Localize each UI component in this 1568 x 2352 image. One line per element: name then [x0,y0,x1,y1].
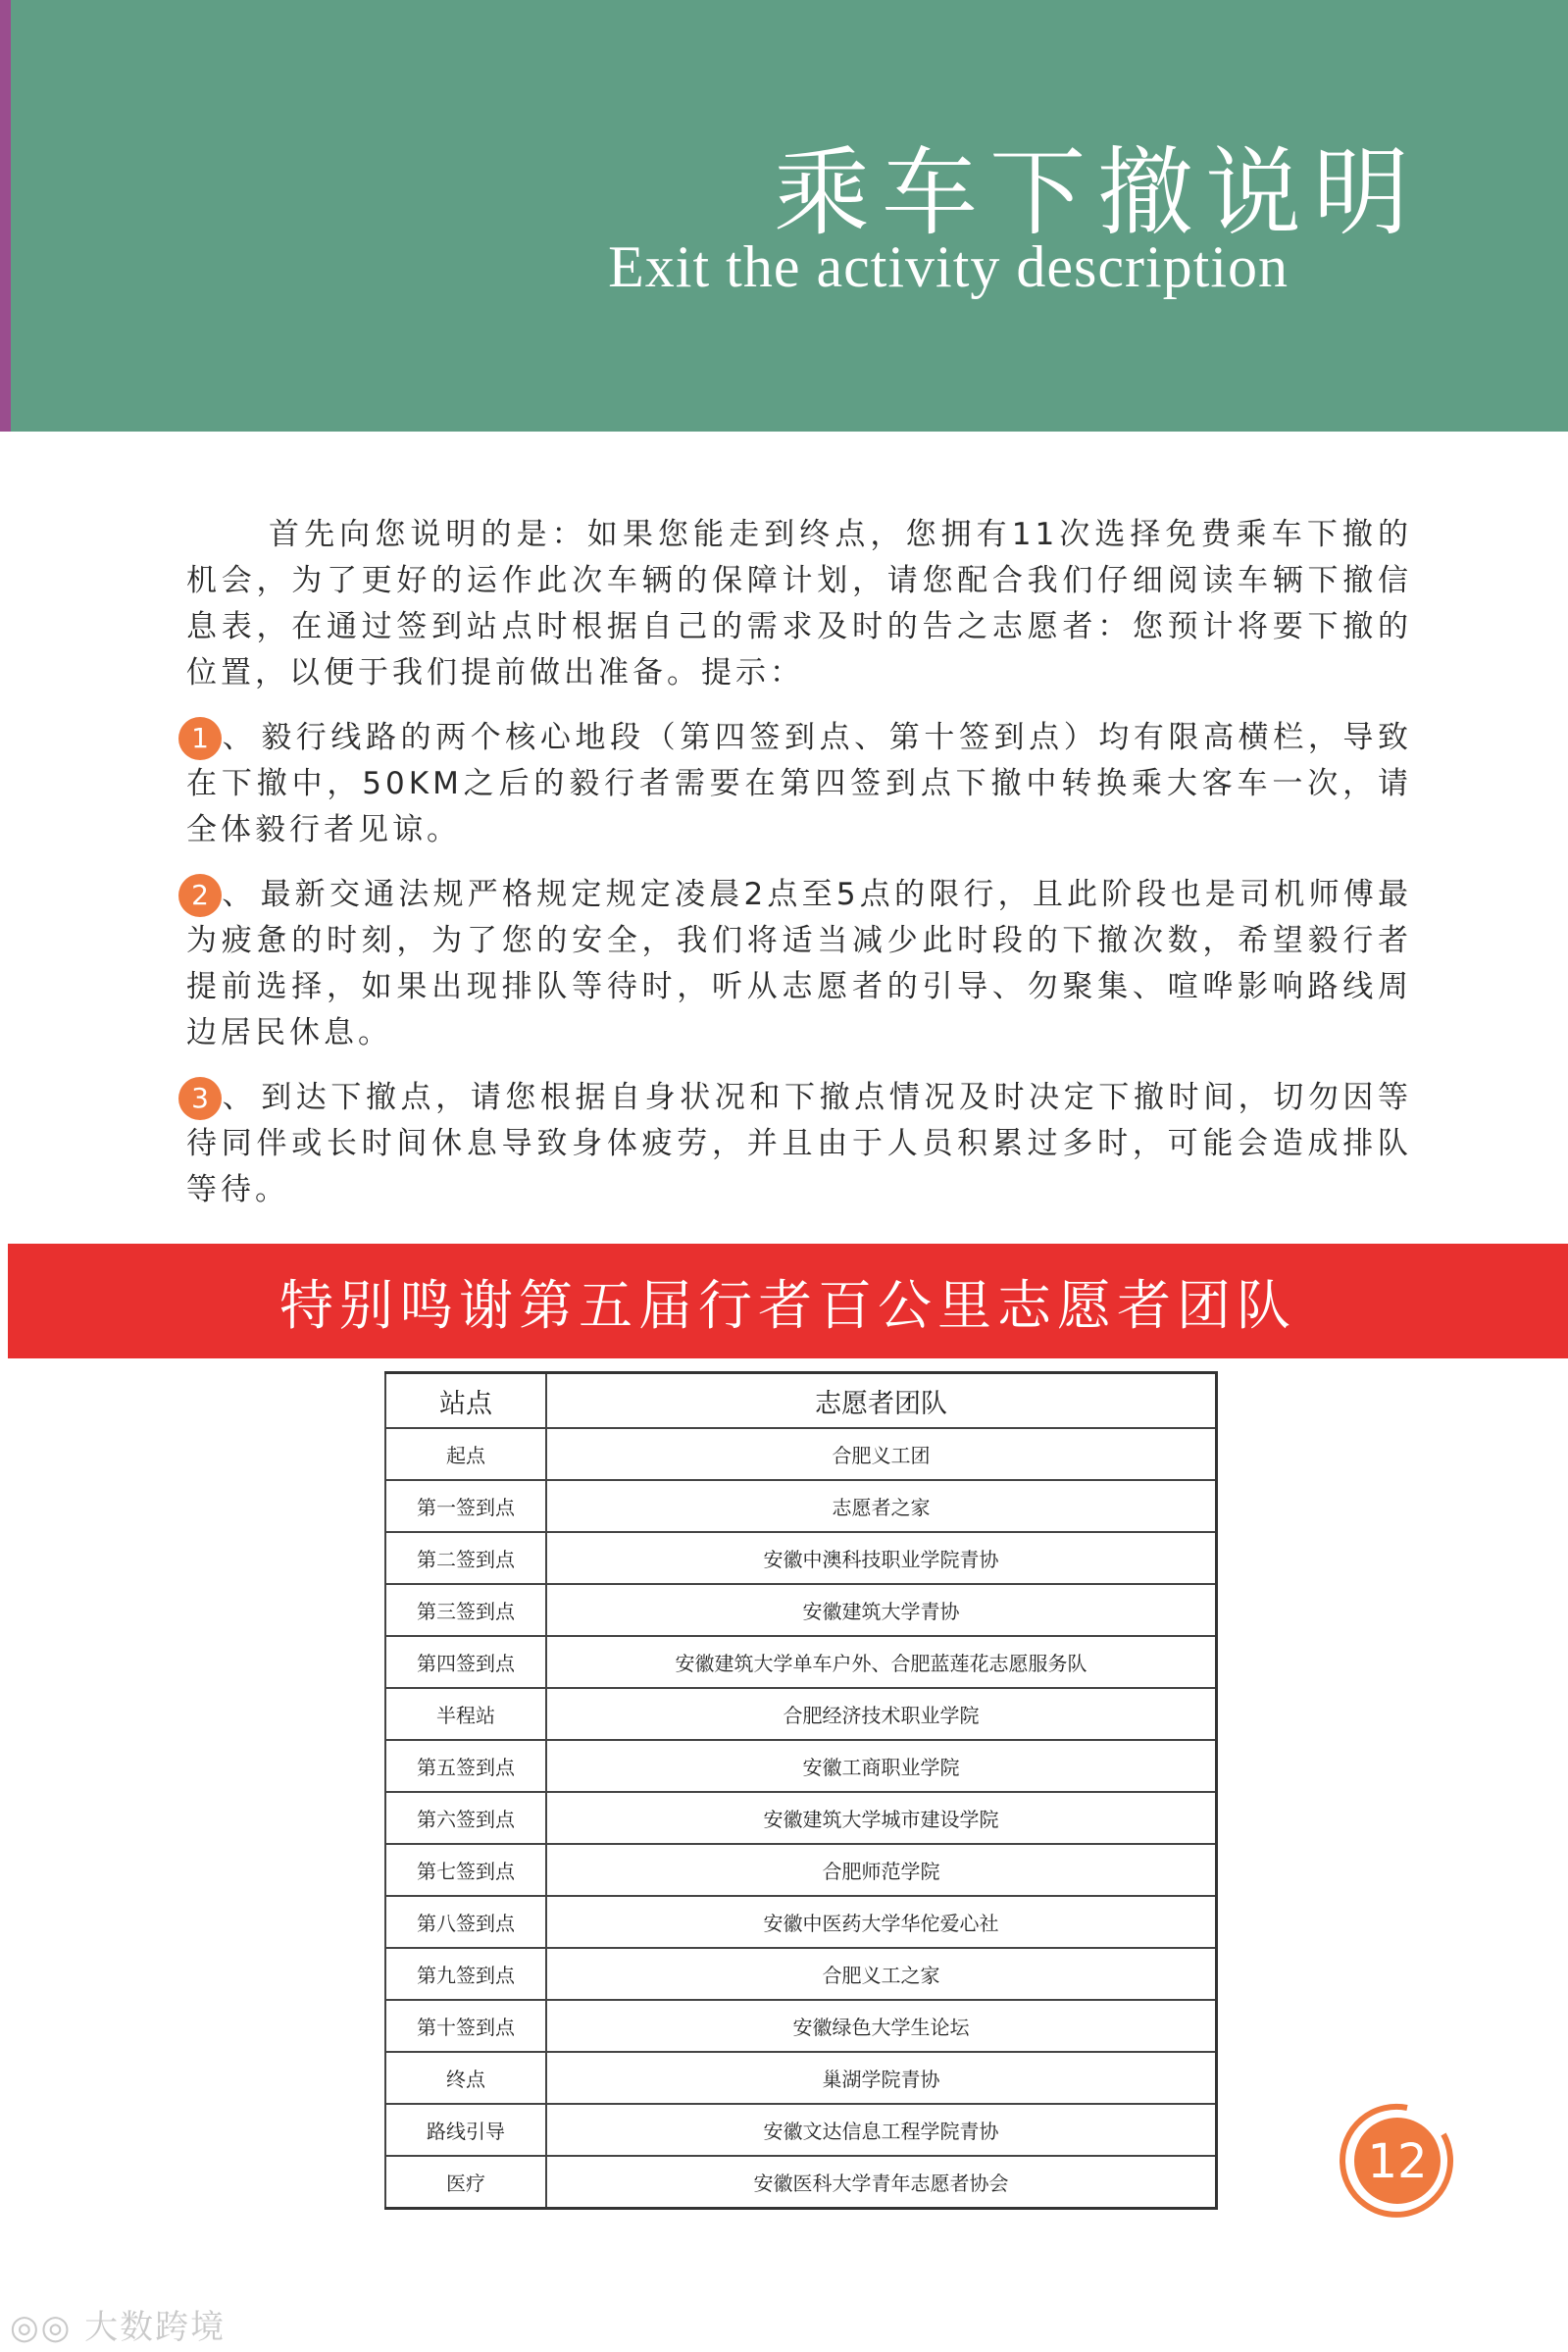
intro-paragraph: 首先向您说明的是：如果您能走到终点，您拥有11次选择免费乘车下撤的机会，为了更好的运作此次车辆的保障计划，请您配合我们仔细阅读车辆下撤信息表，在通过签到站点时根据自己的需求及时的告之志愿者：您预计将要下撤的位置，以便于我们提前做出准备。提示： [186,517,1412,690]
table-row [385,2052,1217,2104]
tip-separator: 、 [222,1080,256,1115]
station-cell: 第二签到点 [385,1532,546,1584]
station-cell: 起点 [385,1428,546,1480]
station-cell: 第八签到点 [385,1896,546,1948]
column-header-team: 志愿者团队 [546,1373,1217,1429]
station-cell: 第六签到点 [385,1792,546,1844]
team-cell: 合肥师范学院 [546,1844,1217,1896]
table-row [385,1948,1217,2000]
page-subtitle: Exit the activity description [608,234,1289,299]
table-row [385,1428,1217,1480]
station-cell: 第十签到点 [385,2000,546,2052]
tip-text-1: 毅行线路的两个核心地段（第四签到点、第十签到点）均有限高横栏，导致在下撤中，50KM之后的毅行者需要在第四签到点下撤中转换乘大客车一次，请全体毅行者见谅。 [186,720,1413,847]
tip-item-1 [186,715,1412,853]
station-cell: 终点 [385,2052,546,2104]
station-cell: 第七签到点 [385,1844,546,1896]
table-row [385,2104,1217,2156]
thanks-banner: 特别鸣谢第五届行者百公里志愿者团队 [8,1244,1568,1358]
volunteer-table [384,1371,1218,2210]
page-title: 乘车下撤说明 [773,137,1421,249]
team-cell: 巢湖学院青协 [546,2052,1217,2104]
table-row [385,1584,1217,1636]
table-row [385,1480,1217,1532]
header-accent-bar [0,0,11,432]
team-cell: 合肥义工团 [546,1428,1217,1480]
station-cell: 医疗 [385,2156,546,2209]
team-cell: 安徽中澳科技职业学院青协 [546,1532,1217,1584]
table-row [385,1896,1217,1948]
station-cell: 半程站 [385,1688,546,1740]
tip-number-1: 1 [178,717,222,760]
tip-text-2: 最新交通法规严格规定规定凌晨2点至5点的限行，且此阶段也是司机师傅最为疲惫的时刻，为了您的安全，我们将适当减少此时段的下撤次数，希望毅行者提前选择，如果出现排队等待时，听从志愿者的引导、勿聚集、喧哗影响路线周边居民休息。 [186,877,1412,1050]
watermark [10,2300,226,2348]
team-cell: 安徽建筑大学单车户外、合肥蓝莲花志愿服务队 [546,1636,1217,1688]
tip-number-3: 3 [178,1077,222,1120]
team-cell: 安徽文达信息工程学院青协 [546,2104,1217,2156]
station-cell: 路线引导 [385,2104,546,2156]
table-row [385,1740,1217,1792]
team-cell: 安徽建筑大学青协 [546,1584,1217,1636]
tip-item-3 [186,1075,1412,1213]
tip-item-2 [186,872,1412,1056]
tip-text-3: 到达下撤点，请您根据自身状况和下撤点情况及时决定下撤时间，切勿因等待同伴或长时间休息导致身体疲劳，并且由于人员积累过多时，可能会造成排队等待。 [186,1080,1413,1207]
station-cell: 第九签到点 [385,1948,546,2000]
team-cell: 安徽医科大学青年志愿者协会 [546,2156,1217,2209]
instructions-body [186,512,1412,1232]
table-row [385,1844,1217,1896]
team-cell: 安徽工商职业学院 [546,1740,1217,1792]
table-row [385,2156,1217,2209]
page-number: 12 [1367,2134,1428,2189]
table-row [385,2000,1217,2052]
watermark-text: 大数跨境 [84,2308,227,2347]
watermark-logo-icon: ◎◎ [10,2308,85,2347]
page-number-badge [1334,2097,1461,2224]
station-cell: 第一签到点 [385,1480,546,1532]
table-row [385,1688,1217,1740]
team-cell: 合肥经济技术职业学院 [546,1688,1217,1740]
station-cell: 第五签到点 [385,1740,546,1792]
team-cell: 安徽绿色大学生论坛 [546,2000,1217,2052]
station-cell: 第四签到点 [385,1636,546,1688]
tip-separator: 、 [222,877,255,912]
team-cell: 安徽建筑大学城市建设学院 [546,1792,1217,1844]
tip-separator: 、 [222,720,256,755]
station-cell: 第三签到点 [385,1584,546,1636]
team-cell: 志愿者之家 [546,1480,1217,1532]
table-row [385,1792,1217,1844]
table-row [385,1636,1217,1688]
column-header-station: 站点 [385,1373,546,1429]
team-cell: 合肥义工之家 [546,1948,1217,2000]
tip-number-2: 2 [178,874,222,917]
table-header-row [385,1373,1217,1429]
header-panel [0,0,1568,432]
team-cell: 安徽中医药大学华佗爱心社 [546,1896,1217,1948]
table-row [385,1532,1217,1584]
